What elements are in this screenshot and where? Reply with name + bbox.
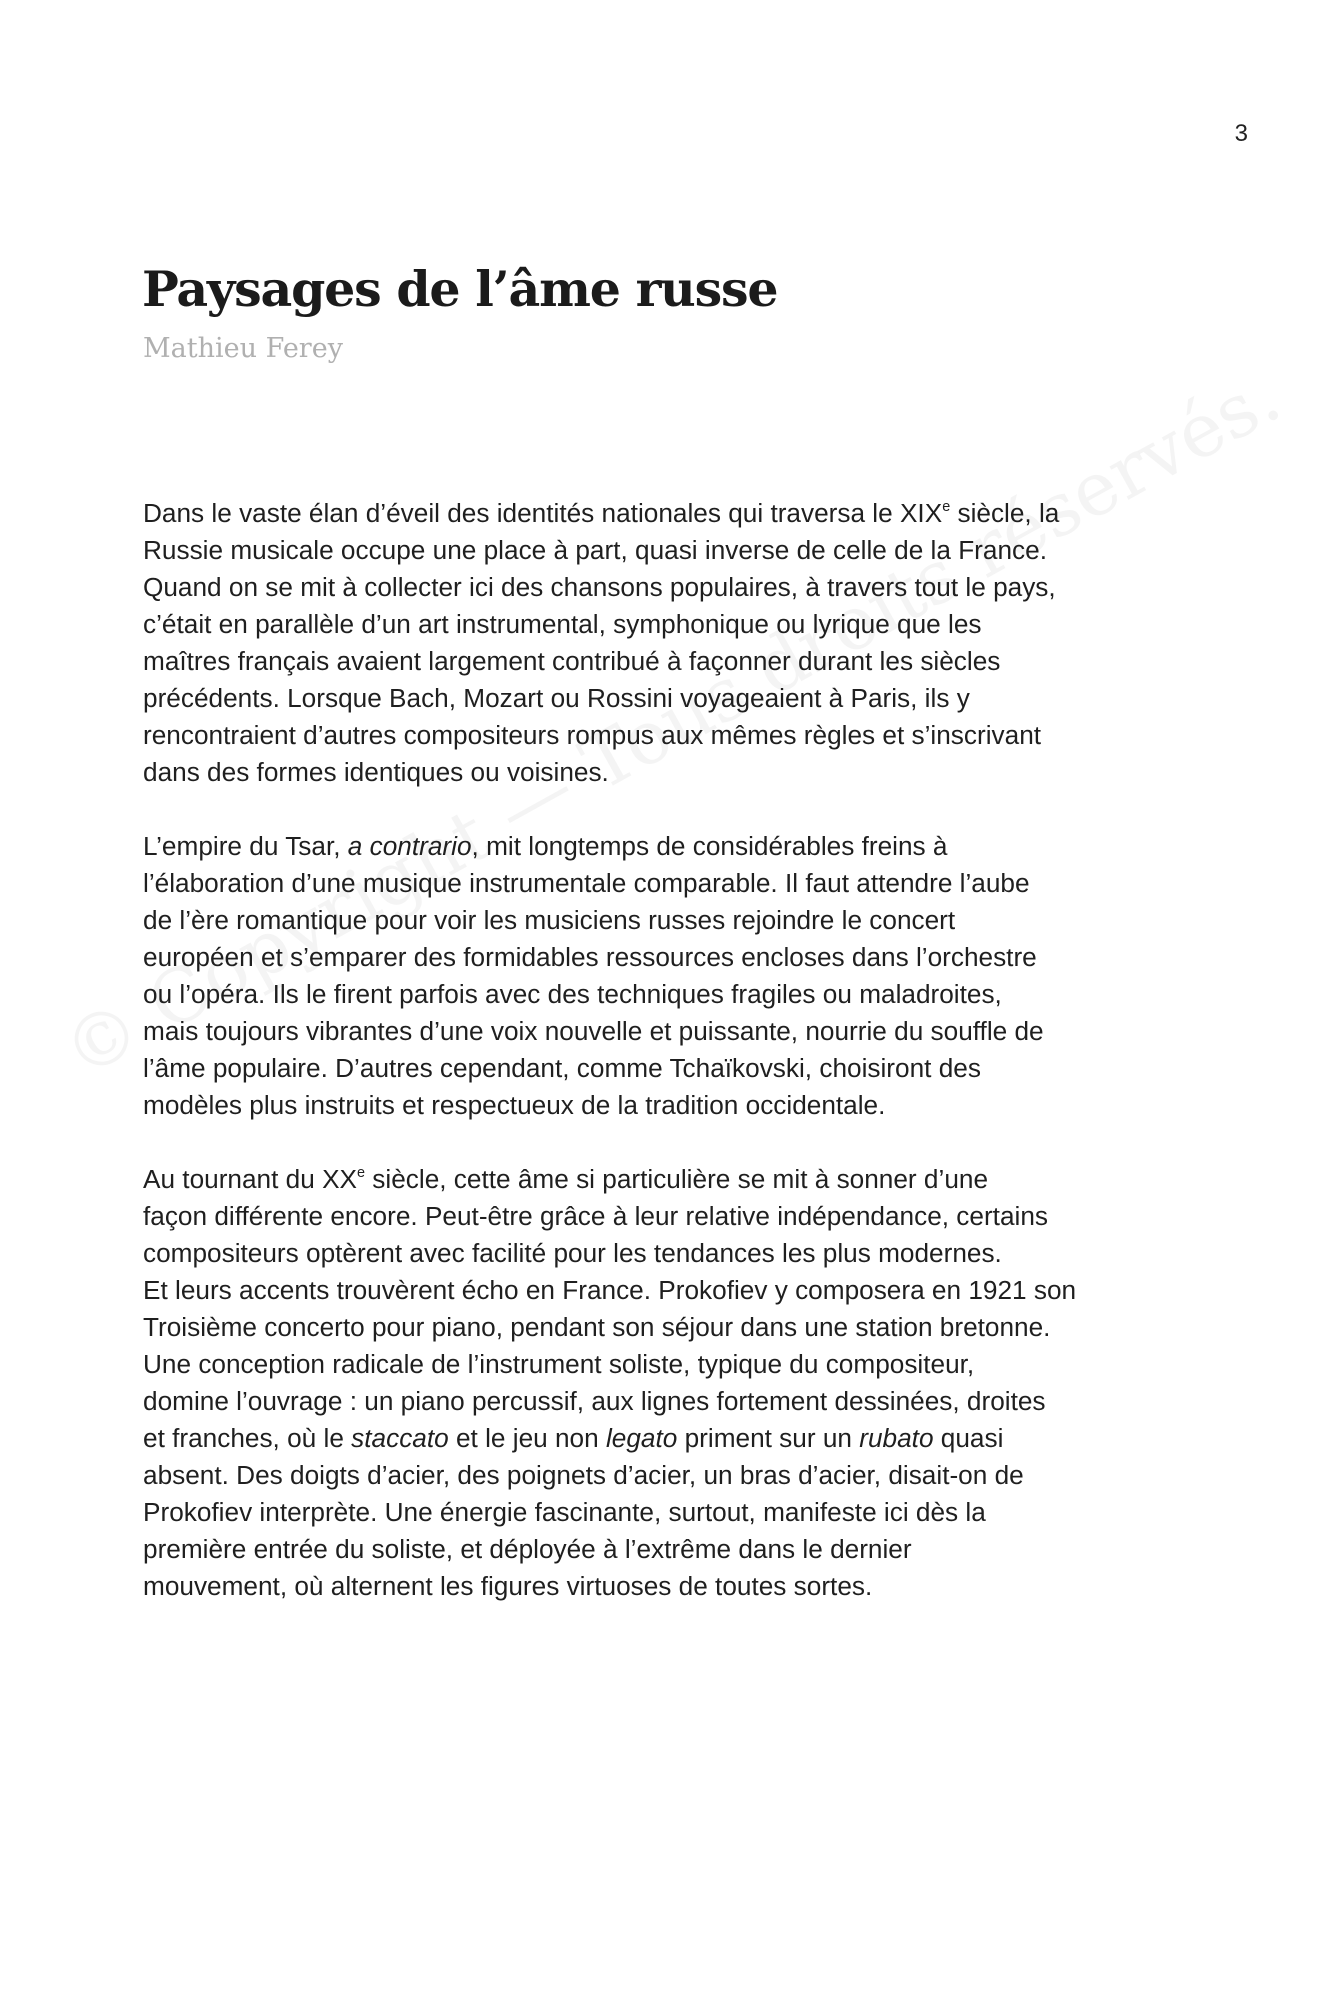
text-line (143, 1420, 1203, 1457)
text-line (143, 1087, 1203, 1124)
text-run: l’âme populaire. D’autres cependant, comme Tchaïkovski, choisiront des (143, 1053, 981, 1083)
text-line (143, 1494, 1203, 1531)
text-line (143, 1457, 1203, 1494)
text-line (143, 1161, 1203, 1198)
paragraph (143, 828, 1203, 1124)
text-run: Et leurs accents trouvèrent écho en France. Prokofiev y composera en 1921 son (143, 1275, 1077, 1305)
text-line (143, 865, 1203, 902)
text-run: européen et s’emparer des formidables ressources encloses dans l’orchestre (143, 942, 1037, 972)
paragraph (143, 495, 1203, 791)
text-line (143, 1531, 1203, 1568)
text-line (143, 1309, 1203, 1346)
text-line (143, 532, 1203, 569)
text-line (143, 606, 1203, 643)
text-run: l’élaboration d’une musique instrumentale comparable. Il faut attendre l’aube (143, 868, 1030, 898)
text-run: , mit longtemps de considérables freins à (471, 831, 948, 861)
text-line (143, 1272, 1203, 1309)
italic-term: staccato (351, 1423, 449, 1453)
text-run: mouvement, où alternent les figures virtuoses de toutes sortes. (143, 1571, 873, 1601)
text-run: L’empire du Tsar, (143, 831, 348, 861)
text-run: façon différente encore. Peut-être grâce à leur relative indépendance, certains (143, 1201, 1049, 1231)
text-line (143, 754, 1203, 791)
superscript: e (942, 499, 951, 516)
article-author: Mathieu Ferey (143, 333, 343, 364)
page-number: 3 (1234, 120, 1248, 147)
text-run: Une conception radicale de l’instrument soliste, typique du compositeur, (143, 1349, 975, 1379)
text-run: Au tournant du XX (143, 1164, 358, 1194)
article-title: Paysages de l’âme russe (142, 260, 778, 318)
text-line (143, 976, 1203, 1013)
paragraph (143, 1161, 1203, 1605)
text-run: domine l’ouvrage : un piano percussif, aux lignes fortement dessinées, droites (143, 1386, 1046, 1416)
italic-term: legato (605, 1423, 678, 1453)
text-line (143, 902, 1203, 939)
text-run: et franches, où le (143, 1423, 352, 1453)
text-run: précédents. Lorsque Bach, Mozart ou Rossini voyageaient à Paris, ils y (143, 683, 970, 713)
text-run: priment sur un (677, 1423, 860, 1453)
article-body (143, 495, 1203, 1642)
text-run: siècle, cette âme si particulière se mit à sonner d’une (365, 1164, 989, 1194)
text-run: de l’ère romantique pour voir les musiciens russes rejoindre le concert (143, 905, 956, 935)
text-line (143, 1235, 1203, 1272)
text-line (143, 643, 1203, 680)
text-line (143, 1198, 1203, 1235)
text-run: Dans le vaste élan d’éveil des identités nationales qui traversa le XIX (143, 498, 943, 528)
text-line (143, 1346, 1203, 1383)
text-line (143, 1568, 1203, 1605)
text-line (143, 939, 1203, 976)
text-run: ou l’opéra. Ils le firent parfois avec des techniques fragiles ou maladroites, (143, 979, 1002, 1009)
text-run: quasi (933, 1423, 1004, 1453)
text-run: Prokofiev interprète. Une énergie fascinante, surtout, manifeste ici dès la (143, 1497, 986, 1527)
text-run: siècle, la (950, 498, 1060, 528)
text-line (143, 569, 1203, 606)
text-line (143, 1050, 1203, 1087)
text-run: modèles plus instruits et respectueux de la tradition occidentale. (143, 1090, 886, 1120)
text-line (143, 1013, 1203, 1050)
italic-term: a contrario (347, 831, 472, 861)
text-line (143, 495, 1203, 532)
text-line (143, 1383, 1203, 1420)
text-run: mais toujours vibrantes d’une voix nouvelle et puissante, nourrie du souffle de (143, 1016, 1044, 1046)
text-run: maîtres français avaient largement contribué à façonner durant les siècles (143, 646, 1001, 676)
italic-term: rubato (859, 1423, 934, 1453)
text-run: Troisième concerto pour piano, pendant son séjour dans une station bretonne. (143, 1312, 1051, 1342)
text-run: compositeurs optèrent avec facilité pour les tendances les plus modernes. (143, 1238, 1002, 1268)
text-run: dans des formes identiques ou voisines. (143, 757, 609, 787)
text-run: Russie musicale occupe une place à part, quasi inverse de celle de la France. (143, 535, 1047, 565)
text-run: et le jeu non (448, 1423, 606, 1453)
text-run: c’était en parallèle d’un art instrumental, symphonique ou lyrique que les (143, 609, 982, 639)
superscript: e (357, 1165, 366, 1182)
text-run: première entrée du soliste, et déployée à l’extrême dans le dernier (143, 1534, 912, 1564)
text-line (143, 717, 1203, 754)
text-line (143, 680, 1203, 717)
text-run: Quand on se mit à collecter ici des chansons populaires, à travers tout le pays, (143, 572, 1056, 602)
text-run: absent. Des doigts d’acier, des poignets d’acier, un bras d’acier, disait-on de (143, 1460, 1024, 1490)
text-run: rencontraient d’autres compositeurs rompus aux mêmes règles et s’inscrivant (143, 720, 1042, 750)
text-line (143, 828, 1203, 865)
